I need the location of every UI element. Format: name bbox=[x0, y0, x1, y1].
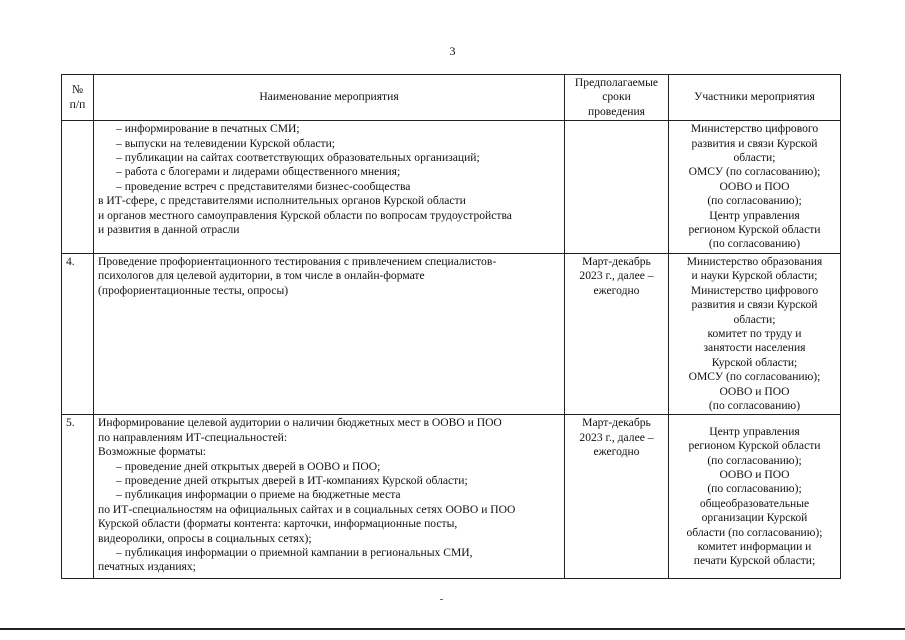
participant-line: комитет информации и bbox=[697, 540, 812, 554]
participant-line: Министерство образования bbox=[686, 254, 823, 268]
page-bottom-rule bbox=[0, 628, 905, 630]
activity-line: в ИТ-сфере, с представителями исполнительных органов Курской области bbox=[98, 194, 466, 208]
events-table bbox=[61, 74, 841, 579]
participant-line: Центр управления bbox=[709, 208, 800, 222]
activity-cell bbox=[94, 121, 565, 254]
activity-cell bbox=[94, 415, 565, 579]
participants-cell bbox=[669, 253, 841, 414]
header-deadline bbox=[565, 75, 669, 121]
deadline-text: Март-декабрь 2023 г., далее – ежегодно bbox=[579, 416, 654, 459]
participant-line: комитет по труду и bbox=[707, 326, 802, 340]
table-row bbox=[62, 415, 841, 579]
participant-line: ООВО и ПОО bbox=[719, 179, 790, 193]
activity-line: по ИТ-специальностям на официальных сайтах и в социальных сетях ООВО и ПОО bbox=[98, 502, 516, 516]
participant-line: и науки Курской области; bbox=[691, 269, 818, 283]
activity-line: Возможные форматы: bbox=[98, 445, 206, 459]
activity-line: – работа с блогерами и лидерами общественного мнения; bbox=[116, 165, 401, 179]
participants-cell bbox=[669, 121, 841, 254]
header-participants: Участники мероприятия bbox=[669, 75, 841, 121]
participant-line: (по согласованию) bbox=[708, 237, 801, 251]
header-activity-name: Наименование мероприятия bbox=[94, 75, 565, 121]
table-row bbox=[62, 121, 841, 254]
activity-line: – публикации на сайтах соответствующих образовательных организаций; bbox=[116, 151, 480, 165]
activity-line: – выпуски на телевидении Курской области; bbox=[116, 136, 335, 150]
participant-line: ОМСУ (по согласованию); bbox=[688, 165, 821, 179]
participant-line: организации Курской bbox=[701, 511, 808, 525]
activity-line: печатных изданиях; bbox=[98, 560, 196, 574]
participants-cell bbox=[669, 415, 841, 579]
participant-line: (по согласованию); bbox=[707, 482, 802, 496]
participant-line: (по согласованию); bbox=[707, 194, 802, 208]
activity-line: – публикация информации о приемной кампании в региональных СМИ, bbox=[116, 546, 473, 559]
activity-line: – проведение встреч с представителями бизнес-сообщества bbox=[116, 179, 411, 193]
participant-line: занятости населения bbox=[703, 341, 806, 355]
activity-line: Курской области (форматы контента: карточки, информационные посты, bbox=[98, 517, 458, 531]
activity-line: – публикация информации о приеме на бюджетные места bbox=[116, 488, 401, 502]
participant-line: Центр управления bbox=[709, 424, 800, 438]
activity-line: психологов для целевой аудитории, в том числе в онлайн-формате bbox=[98, 269, 425, 283]
activity-line: и органов местного самоуправления Курской области по вопросам трудоустройства bbox=[98, 208, 512, 222]
activity-line: Проведение профориентационного тестирования с привлечением специалистов- bbox=[98, 254, 497, 268]
participant-line: ООВО и ПОО bbox=[719, 468, 790, 482]
deadline-cell bbox=[565, 253, 669, 414]
row-number: 5. bbox=[62, 415, 94, 579]
participant-line: области (по согласованию); bbox=[686, 525, 823, 539]
row-number: 4. bbox=[62, 253, 94, 414]
participant-line: печати Курской области; bbox=[693, 554, 816, 568]
activity-line: – проведение дней открытых дверей в ООВО и ПОО; bbox=[116, 459, 381, 473]
participant-line: регионом Курской области bbox=[688, 223, 821, 237]
page-number: 3 bbox=[449, 44, 456, 58]
participant-line: ООВО и ПОО bbox=[719, 384, 790, 398]
participant-line: Министерство цифрового bbox=[690, 283, 819, 297]
scan-speck bbox=[440, 599, 443, 600]
participant-line: области; bbox=[733, 151, 776, 165]
participant-line: общеобразовательные bbox=[699, 496, 810, 510]
participant-line: развития и связи Курской bbox=[691, 298, 818, 312]
activity-line: по направлениям ИТ-специальностей: bbox=[98, 430, 288, 444]
activity-line: и развития в данной отрасли bbox=[98, 223, 240, 237]
deadline-cell bbox=[565, 121, 669, 254]
deadline-text: Март-декабрь 2023 г., далее – ежегодно bbox=[579, 254, 654, 297]
activity-line: видеоролики, опросы в социальных сетях); bbox=[98, 531, 312, 545]
participant-line: Министерство цифрового bbox=[690, 122, 819, 136]
table-row bbox=[62, 253, 841, 414]
participant-line: развития и связи Курской bbox=[691, 136, 818, 150]
participant-line: Курской области; bbox=[711, 355, 798, 369]
deadline-cell bbox=[565, 415, 669, 579]
participant-line: регионом Курской области bbox=[688, 439, 821, 453]
activity-line: – проведение дней открытых дверей в ИТ-компаниях Курской области; bbox=[116, 473, 468, 487]
row-number bbox=[62, 121, 94, 254]
activity-line: – информирование в печатных СМИ; bbox=[116, 122, 300, 136]
participant-line: ОМСУ (по согласованию); bbox=[688, 370, 821, 384]
participant-line: (по согласованию); bbox=[707, 453, 802, 467]
header-number-line-1: № bbox=[71, 83, 84, 97]
header-number bbox=[62, 75, 94, 121]
header-number-line-2: п/п bbox=[69, 97, 86, 111]
participant-line: области; bbox=[733, 312, 776, 326]
participant-line: (по согласованию) bbox=[708, 398, 801, 412]
table-header-row bbox=[62, 75, 841, 121]
activity-line: (профориентационные тесты, опросы) bbox=[98, 283, 289, 297]
activity-line: Информирование целевой аудитории о наличии бюджетных мест в ООВО и ПОО bbox=[98, 416, 502, 430]
activity-cell bbox=[94, 253, 565, 414]
header-deadline-text: Предполагаемые сроки проведения bbox=[574, 76, 659, 118]
